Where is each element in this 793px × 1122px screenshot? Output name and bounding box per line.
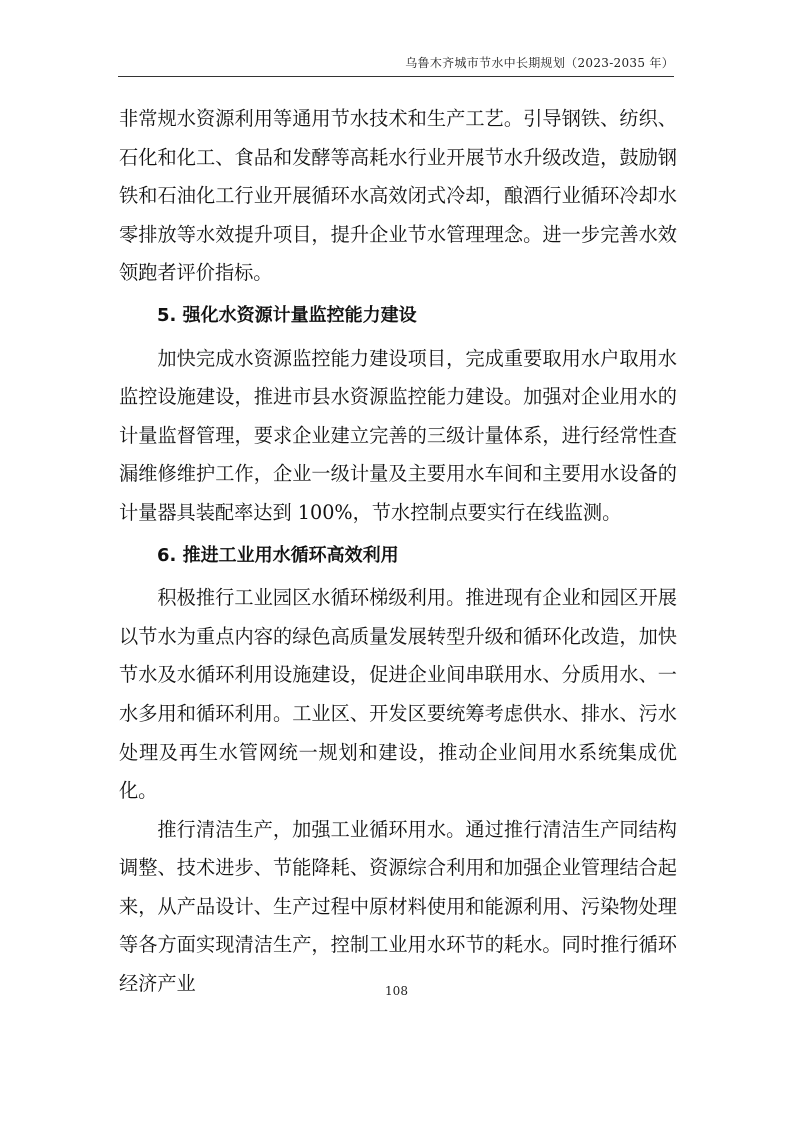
page-number: 108 xyxy=(385,984,408,998)
paragraph-metering-monitoring: 加快完成水资源监控能力建设项目，完成重要取用水户取用水监控设施建设，推进市县水资源监控能力建设。加强对企业用水的计量监督管理，要求企业建立完善的三级计量体系，进行经常性查漏维修维护工作，企业一级计量及主要用水车间和主要用水设备的计量器具装配率达到 100%，节水控制点要实行在线监测。 xyxy=(119,346,677,524)
section-heading-6: 6. 推进工业用水循环高效利用 xyxy=(157,544,399,566)
page-header: 乌鲁木齐城市节水中长期规划（2023-2035 年） xyxy=(405,56,674,70)
paragraph-water-efficiency-techniques: 非常规水资源利用等通用节水技术和生产工艺。引导钢铁、纺织、石化和化工、食品和发酵等高耗水行业开展节水升级改造，鼓励钢铁和石油化工行业开展循环水高效闭式冷却，酿酒行业循环冷却水零排放等水效提升项目，提升企业节水管理理念。进一步完善水效领跑者评价指标。 xyxy=(119,107,677,285)
section-heading-5: 5. 强化水资源计量监控能力建设 xyxy=(157,304,417,326)
paragraph-industrial-park-recycling: 积极推行工业园区水循环梯级利用。推进现有企业和园区开展以节水为重点内容的绿色高质量发展转型升级和循环化改造，加快节水及水循环利用设施建设，促进企业间串联用水、分质用水、一水多用和循环利用。工业区、开发区要统筹考虑供水、排水、污水处理及再生水管网统一规划和建设，推动企业间用水系统集成优化。 xyxy=(119,586,677,803)
document-body xyxy=(119,100,677,1004)
header-divider xyxy=(118,76,674,77)
paragraph-clean-production: 推行清洁生产，加强工业循环用水。通过推行清洁生产同结构调整、技术进步、节能降耗、资源综合利用和加强企业管理结合起来，从产品设计、生产过程中原材料使用和能源利用、污染物处理等各方面实现清洁生产，控制工业用水环节的耗水。同时推行循环经济产业 xyxy=(119,817,677,996)
